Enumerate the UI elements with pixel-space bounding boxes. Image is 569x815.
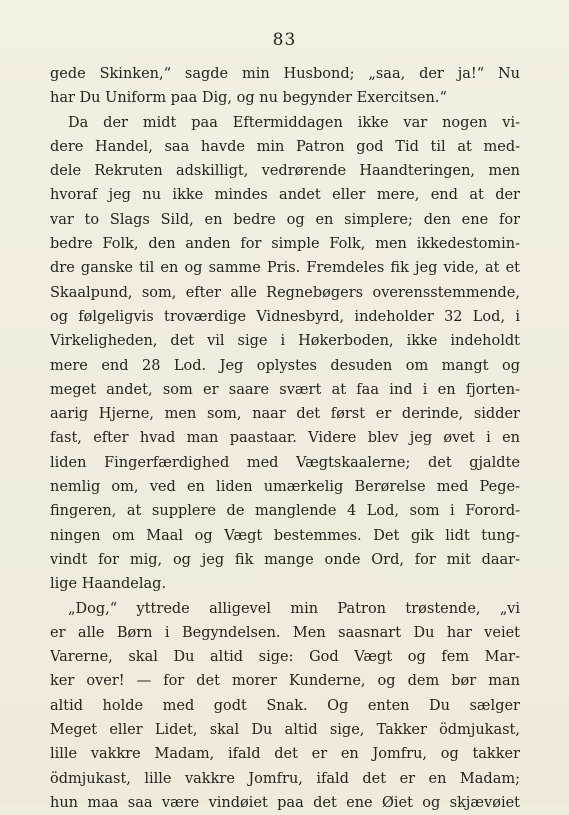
text-line: fast, efter hvad man paastaar. Videre blev jeg øvet i en (50, 430, 520, 447)
text-line: bedre Folk, den anden for simple Folk, men ikkedestomin- (50, 236, 520, 253)
text-line: gede Skinken,“ sagde min Husbond; „saa, der ja!“ Nu (50, 66, 520, 82)
text-line: nemlig om, ved en liden umærkelig Berørelse med Pege- (50, 479, 520, 496)
text-line: hun maa saa være vindøiet paa det ene Øiet og skjævøiet (50, 794, 520, 811)
text-line: var to Slags Sild, en bedre og en simplere; den ene for (50, 211, 520, 228)
text-line: dre ganske til en og samme Pris. Fremdeles fik jeg vide, at et (50, 260, 520, 277)
text-line: dere Handel, saa havde min Patron god Tid til at med- (50, 138, 520, 155)
text-line: „Dog,“ yttrede alligevel min Patron trøstende, „vi (68, 600, 520, 617)
text-line: ker over! — for det morer Kunderne, og dem bør man (50, 673, 520, 690)
text-line: Skaalpund, som, efter alle Regnebøgers overensstemmende, (50, 284, 520, 301)
text-line: Varerne, skal Du altid sige: God Vægt og fem Mar- (50, 649, 520, 666)
text-line: lige Haandelag. (50, 576, 167, 593)
text-line: fingeren, at supplere de manglende 4 Lod, som i Forord- (50, 503, 520, 520)
text-line: meget andet, som er saare svært at faa ind i en fjorten- (50, 381, 520, 398)
text-line: er alle Børn i Begyndelsen. Men saasnart Du har veiet (50, 624, 520, 641)
text-line: Da der midt paa Eftermiddagen ikke var nogen vi- (68, 114, 520, 131)
text-line: altid holde med godt Snak. Og enten Du sælger (50, 697, 520, 714)
text-line: dele Rekruten adskilligt, vedrørende Haandteringen, men (50, 163, 520, 180)
text-line: vindt for mig, og jeg fik mange onde Ord, for mit daar- (50, 551, 520, 568)
text-line: hvoraf jeg nu ikke mindes andet eller mere, end at der (50, 187, 520, 204)
text-line: Meget eller Lidet, skal Du altid sige, Takker ödmjukast, (50, 722, 520, 739)
page-number: 83 (272, 30, 297, 50)
text-line: og følgeligvis troværdige Vidnesbyrd, indeholder 32 Lod, i (50, 308, 520, 325)
text-line: lille vakkre Madam, ifald det er en Jomfru, og takker (50, 746, 520, 763)
text-line: liden Fingerfærdighed med Vægtskaalerne; det gjaldte (50, 454, 520, 471)
text-line: ödmjukast, lille vakkre Jomfru, ifald det er en Madam; (50, 770, 520, 787)
body-text (50, 62, 520, 815)
text-line: Virkeligheden, det vil sige i Høkerboden, ikke indeholdt (50, 333, 520, 350)
text-line: mere end 28 Lod. Jeg oplystes desuden om mangt og (50, 357, 520, 374)
text-line: ningen om Maal og Vægt bestemmes. Det gik lidt tung- (50, 527, 520, 544)
text-line: aarig Hjerne, men som, naar det først er derinde, sidder (50, 406, 520, 423)
text-line: har Du Uniform paa Dig, og nu begynder Exercitsen.“ (50, 90, 447, 107)
